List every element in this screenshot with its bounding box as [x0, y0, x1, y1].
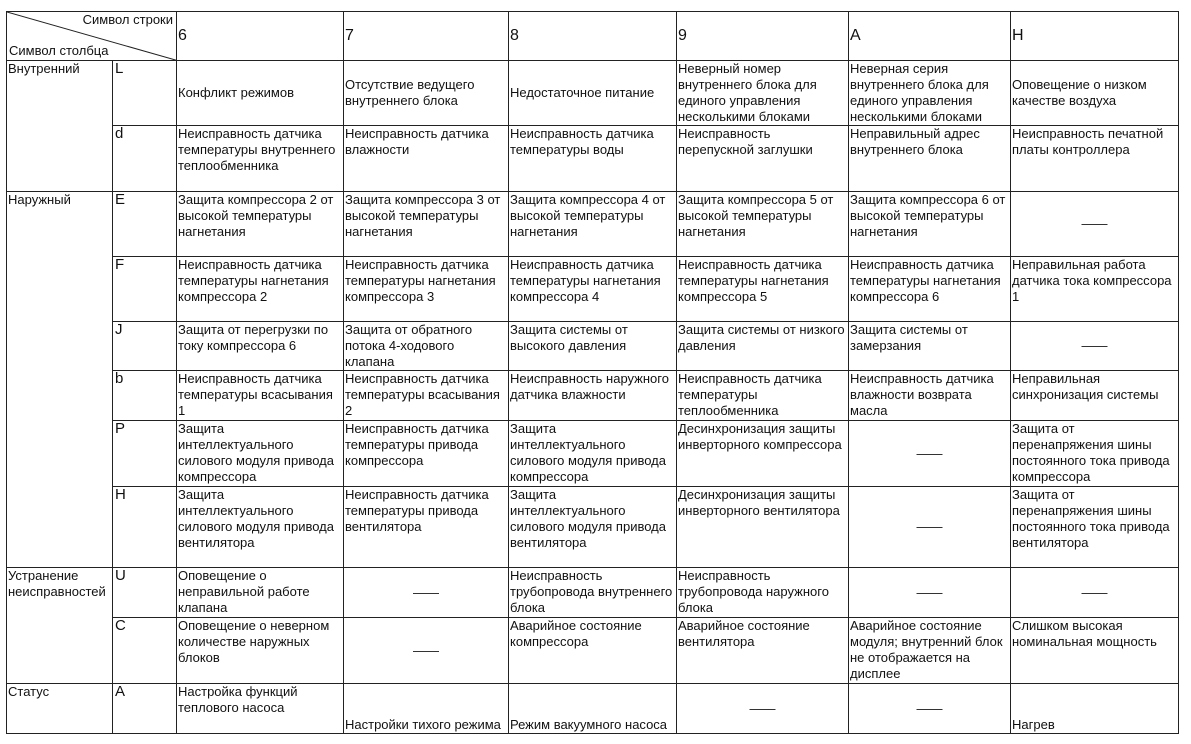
table-cell: Настройка функций теплового насоса [177, 684, 344, 734]
header-row [7, 12, 1179, 61]
row-code: d [113, 126, 177, 192]
table-cell: Защита компрессора 3 от высокой температуры нагнетания [344, 192, 509, 257]
column-header: 7 [344, 12, 509, 61]
table-cell: Защита системы от замерзания [849, 322, 1011, 371]
table-cell: Слишком высокая номинальная мощность [1011, 618, 1179, 684]
table-cell: Конфликт режимов [177, 61, 344, 126]
table-cell: Неисправность датчика температуры нагнетания компрессора 2 [177, 257, 344, 322]
table-cell: Неисправность датчика температуры воды [509, 126, 677, 192]
table-row [7, 421, 1179, 487]
table-cell: Неисправность датчика температуры всасывания 2 [344, 371, 509, 421]
row-group-label: Устранение неисправностей [7, 568, 113, 684]
table-cell: —— [1011, 322, 1179, 371]
table-cell: Защита от обратного потока 4-ходового клапана [344, 322, 509, 371]
table-cell: Неисправность датчика температуры привода вентилятора [344, 487, 509, 568]
table-cell: Защита от перегрузки по току компрессора 6 [177, 322, 344, 371]
table-cell: —— [1011, 568, 1179, 618]
row-group-label: Наружный [7, 192, 113, 568]
table-cell: Неисправность трубопровода внутреннего блока [509, 568, 677, 618]
table-cell: Неправильный адрес внутреннего блока [849, 126, 1011, 192]
table-row [7, 618, 1179, 684]
table-cell: Десинхронизация защиты инверторного компрессора [677, 421, 849, 487]
row-code: U [113, 568, 177, 618]
table-cell: Неисправность датчика температуры привода компрессора [344, 421, 509, 487]
error-code-table [6, 11, 1179, 734]
table-cell: Оповещение о неверном количестве наружных блоков [177, 618, 344, 684]
table-row [7, 684, 1179, 734]
table-row [7, 192, 1179, 257]
row-code: P [113, 421, 177, 487]
row-code: H [113, 487, 177, 568]
table-row [7, 257, 1179, 322]
table-cell: —— [849, 421, 1011, 487]
table-cell: —— [344, 618, 509, 684]
table-cell: Неисправность датчика влажности возврата масла [849, 371, 1011, 421]
table-cell: Неисправность трубопровода наружного блока [677, 568, 849, 618]
header-corner-cell [7, 12, 177, 61]
table-cell: Неисправность датчика температуры теплообменника [677, 371, 849, 421]
table-cell: Неправильная синхронизация системы [1011, 371, 1179, 421]
table-cell: Десинхронизация защиты инверторного вентилятора [677, 487, 849, 568]
row-code: b [113, 371, 177, 421]
table-cell: —— [849, 487, 1011, 568]
table-cell: Защита от перенапряжения шины постоянного тока привода вентилятора [1011, 487, 1179, 568]
row-code: J [113, 322, 177, 371]
table-cell: Защита компрессора 4 от высокой температуры нагнетания [509, 192, 677, 257]
column-header: 6 [177, 12, 344, 61]
row-code: A [113, 684, 177, 734]
table-cell: Неисправность перепускной заглушки [677, 126, 849, 192]
row-code: C [113, 618, 177, 684]
table-cell: Защита компрессора 6 от высокой температуры нагнетания [849, 192, 1011, 257]
row-group-label: Статус [7, 684, 113, 734]
table-cell: Режим вакуумного насоса [509, 684, 677, 734]
table-cell: Защита системы от низкого давления [677, 322, 849, 371]
table-cell: Аварийное состояние компрессора [509, 618, 677, 684]
row-group-label: Внутренний [7, 61, 113, 192]
table-cell: Защита компрессора 2 от высокой температуры нагнетания [177, 192, 344, 257]
table-cell: Недостаточное питание [509, 61, 677, 126]
table-row [7, 61, 1179, 126]
table-cell: Оповещение о низком качестве воздуха [1011, 61, 1179, 126]
table-cell: Неисправность датчика температуры нагнетания компрессора 5 [677, 257, 849, 322]
table-cell: Аварийное состояние вентилятора [677, 618, 849, 684]
column-header: H [1011, 12, 1179, 61]
table-cell: —— [677, 684, 849, 734]
table-row [7, 322, 1179, 371]
row-symbol-label: Символ строки [82, 12, 173, 27]
column-header: 8 [509, 12, 677, 61]
table-row [7, 371, 1179, 421]
row-code: L [113, 61, 177, 126]
row-code: F [113, 257, 177, 322]
table-cell: Неисправность датчика температуры нагнетания компрессора 3 [344, 257, 509, 322]
table-cell: Защита от перенапряжения шины постоянного тока привода компрессора [1011, 421, 1179, 487]
table-cell: —— [1011, 192, 1179, 257]
table-cell: Неверная серия внутреннего блока для единого управления несколькими блоками [849, 61, 1011, 126]
table-cell: Неправильная работа датчика тока компрессора 1 [1011, 257, 1179, 322]
column-header: A [849, 12, 1011, 61]
table-cell: Защита интеллектуального силового модуля привода вентилятора [177, 487, 344, 568]
table-cell: Защита компрессора 5 от высокой температуры нагнетания [677, 192, 849, 257]
table-cell: Неисправность датчика температуры нагнетания компрессора 4 [509, 257, 677, 322]
table-cell: Защита интеллектуального силового модуля привода компрессора [509, 421, 677, 487]
table-cell: —— [849, 684, 1011, 734]
row-code: E [113, 192, 177, 257]
table-cell: Настройки тихого режима [344, 684, 509, 734]
table-cell: Неисправность датчика температуры всасывания 1 [177, 371, 344, 421]
table-row [7, 126, 1179, 192]
column-symbol-label: Символ столбца [9, 43, 109, 58]
table-cell: Неисправность датчика влажности [344, 126, 509, 192]
table-row [7, 487, 1179, 568]
table-cell: Защита системы от высокого давления [509, 322, 677, 371]
table-cell: Оповещение о неправильной работе клапана [177, 568, 344, 618]
column-header: 9 [677, 12, 849, 61]
table-cell: Неисправность наружного датчика влажности [509, 371, 677, 421]
table-cell: Защита интеллектуального силового модуля привода компрессора [177, 421, 344, 487]
table-cell: Защита интеллектуального силового модуля привода вентилятора [509, 487, 677, 568]
table-cell: Неисправность печатной платы контроллера [1011, 126, 1179, 192]
table-row [7, 568, 1179, 618]
table-cell: Неисправность датчика температуры нагнетания компрессора 6 [849, 257, 1011, 322]
table-cell: Отсутствие ведущего внутреннего блока [344, 61, 509, 126]
table-cell: —— [344, 568, 509, 618]
table-cell: Неверный номер внутреннего блока для единого управления несколькими блоками [677, 61, 849, 126]
table-cell: Неисправность датчика температуры внутреннего теплообменника [177, 126, 344, 192]
table-cell: Аварийное состояние модуля; внутренний блок не отображается на дисплее [849, 618, 1011, 684]
table-cell: —— [849, 568, 1011, 618]
table-cell: Нагрев [1011, 684, 1179, 734]
